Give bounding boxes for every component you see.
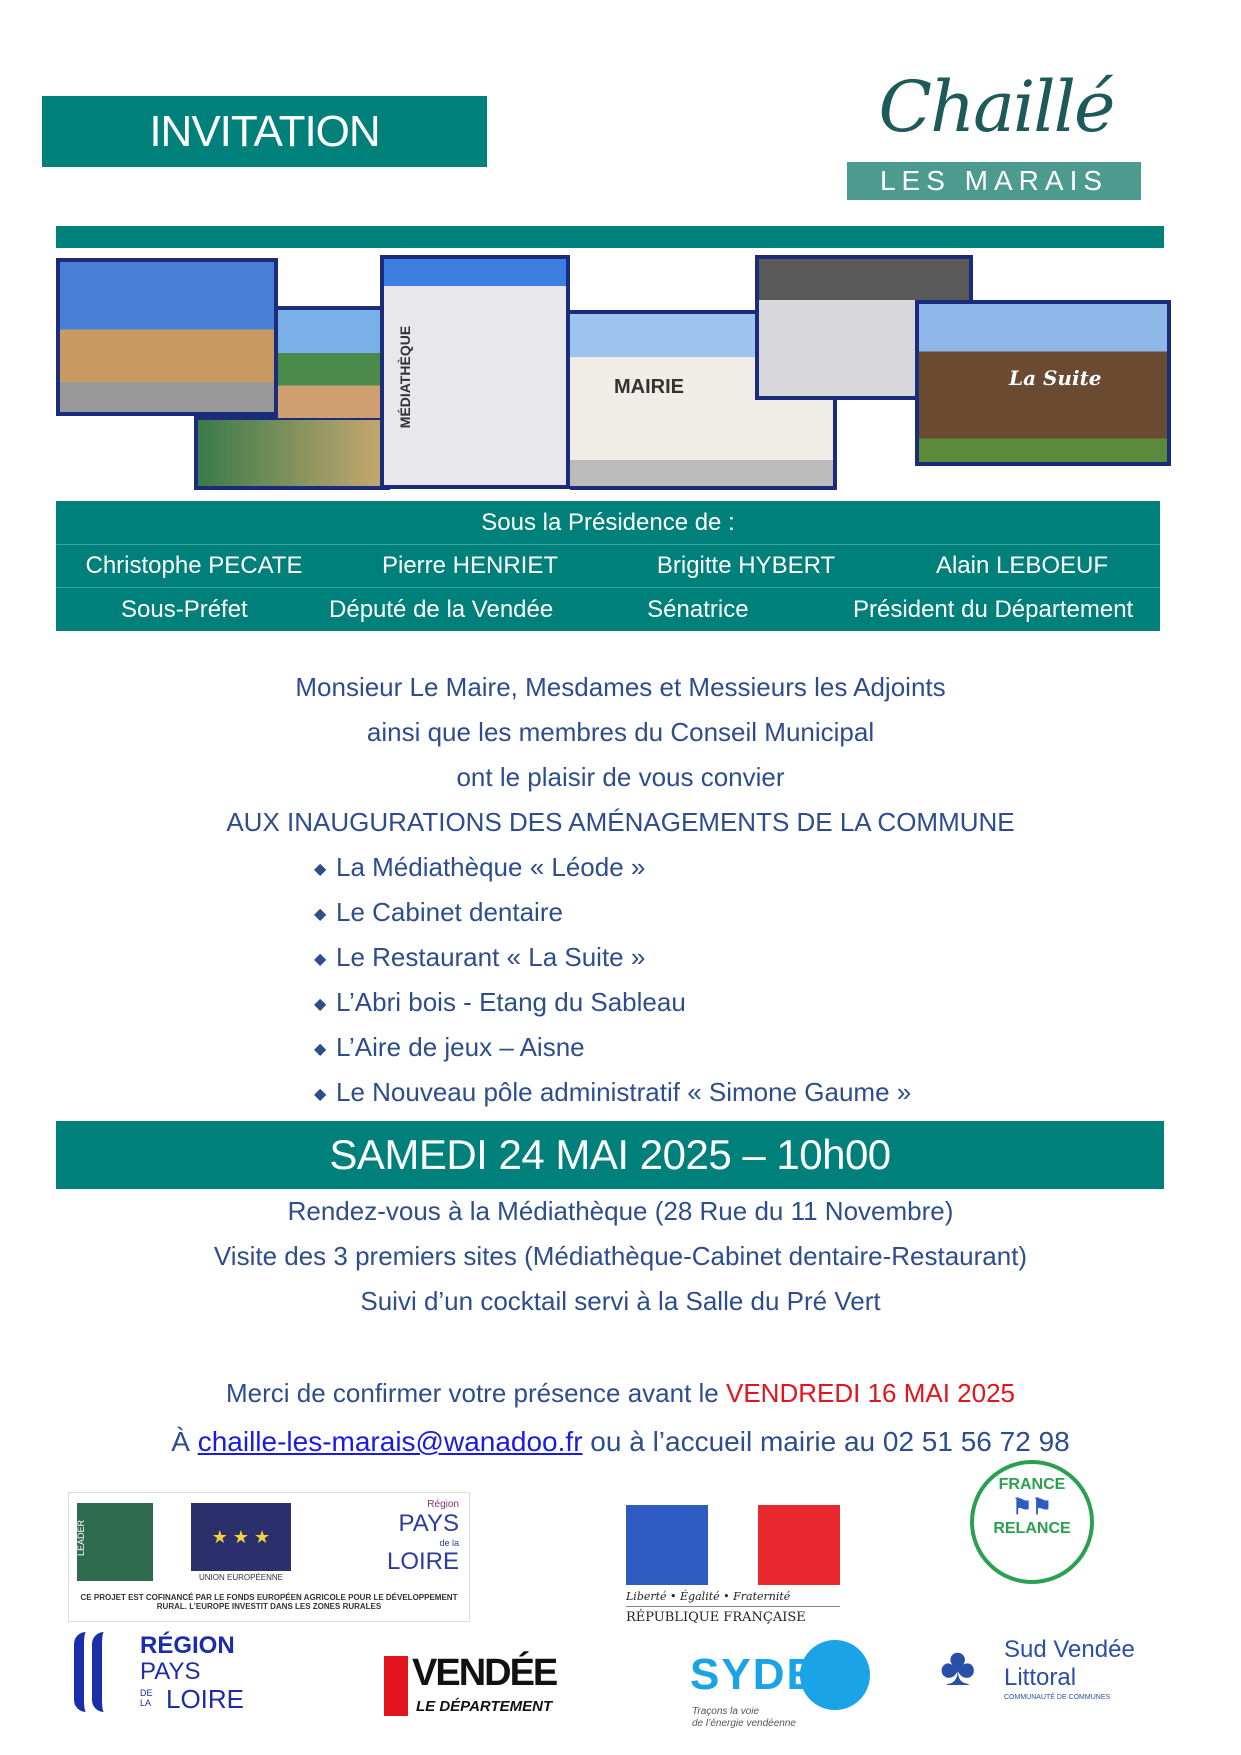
rsvp-prefix: Merci de confirmer votre présence avant le <box>225 1378 726 1408</box>
rsvp-line <box>0 1378 1241 1409</box>
detail-line: Visite des 3 premiers sites (Médiathèque-Cabinet dentaire-Restaurant) <box>213 1241 1028 1271</box>
event-date: SAMEDI 24 MAI 2025 – 10h00 <box>329 1131 891 1178</box>
republique-label: RÉPUBLIQUE FRANÇAISE <box>626 1610 806 1625</box>
president-role: Député de la Vendée <box>329 595 554 623</box>
region-pays-de-la-loire-logo <box>74 1632 254 1716</box>
marianne-flag <box>626 1505 840 1585</box>
sydev-text: SYDEV <box>690 1650 850 1699</box>
diamond-bullet-icon: ◆ <box>314 951 327 969</box>
sydev-tagline: de l’énergie vendéenne <box>692 1718 796 1729</box>
chaille-les-marais-logo <box>846 66 1146 206</box>
list-item-text: Le Cabinet dentaire <box>336 897 563 927</box>
contact-suffix: ou à l’accueil mairie au 02 51 56 72 98 <box>582 1426 1070 1457</box>
eu-label: UNION EUROPÉENNE <box>198 1573 283 1582</box>
france-relance-text: FRANCE <box>998 1476 1066 1493</box>
lasuite-sign: La Suite <box>1009 366 1102 390</box>
vendee-departement-logo <box>384 1652 574 1720</box>
detail-line: Suivi d’un cocktail servi à la Salle du Pré Vert <box>360 1286 881 1316</box>
list-item-text: L’Abri bois - Etang du Sableau <box>336 987 686 1017</box>
presidency-title-row <box>56 501 1160 545</box>
president-name: Pierre HENRIET <box>381 552 559 579</box>
svl-sub: COMMUNAUTÉ DE COMMUNES <box>1004 1694 1111 1701</box>
region-big-text: RÉGION <box>140 1632 235 1659</box>
president-role: Sous-Préfet <box>121 595 248 623</box>
svl-text: Littoral <box>1004 1664 1077 1691</box>
sydev-tagline: Traçons la voie <box>692 1706 760 1717</box>
mediatheque-sign: MÉDIATHÈQUE <box>397 325 414 429</box>
france-relance-logo <box>970 1460 1094 1584</box>
leader-logo <box>77 1503 153 1581</box>
list-item <box>314 942 645 973</box>
list-item-text: L’Aire de jeux – Aisne <box>336 1032 585 1062</box>
region-small-logo <box>329 1499 459 1579</box>
sud-vendee-littoral-logo <box>940 1636 1150 1716</box>
republique-francaise-logo <box>626 1505 840 1625</box>
intro-line: ainsi que les membres du Conseil Municipal <box>366 717 875 747</box>
intro-heading: AUX INAUGURATIONS DES AMÉNAGEMENTS DE LA COMMUNE <box>226 807 1015 837</box>
region-small-text: PAYS <box>398 1510 459 1537</box>
detail-line: Rendez-vous à la Médiathèque (28 Rue du 11 Novembre) <box>287 1196 954 1226</box>
photo-abri-bois <box>56 258 278 416</box>
list-item <box>314 1077 911 1108</box>
contact-line <box>0 1426 1241 1458</box>
president-name: Christophe PECATE <box>85 552 303 579</box>
diamond-bullet-icon: ◆ <box>314 1086 327 1104</box>
leader-text: LEADER <box>76 1519 87 1557</box>
logo-band: LES MARAIS <box>847 162 1141 200</box>
contact-prefix: À <box>171 1426 198 1457</box>
presidency-names-row <box>56 545 1160 588</box>
president-role: Président du Département <box>853 595 1134 623</box>
region-brackets-icon <box>92 1632 132 1712</box>
flags-icon: ⚑⚑ <box>1012 1494 1052 1519</box>
presidency-table <box>56 501 1160 631</box>
presidency-roles-row <box>56 588 1160 631</box>
email-link[interactable]: chaille-les-marais@wanadoo.fr <box>197 1426 583 1457</box>
list-item-text: La Médiathèque « Léode » <box>336 852 646 882</box>
intro-line: Monsieur Le Maire, Mesdames et Messieurs les Adjoints <box>295 672 946 702</box>
president-name: Alain LEBOEUF <box>935 552 1109 579</box>
vendee-heart-icon <box>384 1656 408 1716</box>
date-banner <box>56 1121 1164 1189</box>
list-item <box>314 852 645 883</box>
president-name: Brigitte HYBERT <box>656 552 836 579</box>
diamond-bullet-icon: ◆ <box>314 861 327 879</box>
list-item-text: Le Nouveau pôle administratif « Simone Gaume » <box>336 1077 912 1107</box>
feader-logo-block <box>68 1492 470 1622</box>
invitation-banner <box>42 96 487 167</box>
region-big-text: LOIRE <box>166 1684 245 1714</box>
clover-icon: ♣ <box>940 1637 976 1697</box>
list-item-text: Le Restaurant « La Suite » <box>336 942 646 972</box>
photo-la-suite <box>915 300 1171 466</box>
vendee-text: VENDÉE <box>412 1652 557 1694</box>
list-item <box>314 987 686 1018</box>
intro-line: ont le plaisir de vous convier <box>456 762 785 792</box>
photo-aire-de-jeux-top <box>278 306 390 418</box>
divider-bar <box>56 226 1164 248</box>
region-small-text: de la <box>439 1538 459 1548</box>
logo-script: Chaillé <box>878 66 1114 148</box>
region-big-text: PAYS <box>140 1658 201 1685</box>
diamond-bullet-icon: ◆ <box>314 906 327 924</box>
svl-text: Sud Vendée <box>1004 1636 1135 1663</box>
republique-motto: Liberté • Égalité • Fraternité <box>626 1590 840 1607</box>
vendee-sub: LE DÉPARTEMENT <box>416 1698 553 1715</box>
president-role: Sénatrice <box>647 595 749 623</box>
diamond-bullet-icon: ◆ <box>314 1041 327 1059</box>
feader-text: CE PROJET EST COFINANCÉ PAR LE FONDS EUROPÉEN AGRICOLE POUR LE DÉVELOPPEMENT RURAL. L’EUROPE INVESTIT DANS LES ZONES RURALES <box>80 1593 458 1611</box>
region-small-text: Région <box>427 1499 459 1510</box>
france-relance-text: RELANCE <box>993 1520 1071 1537</box>
rsvp-deadline: VENDREDI 16 MAI 2025 <box>725 1378 1015 1408</box>
mairie-sign: MAIRIE <box>614 376 684 398</box>
sydev-logo <box>690 1640 880 1730</box>
invitation-label: INVITATION <box>149 106 380 156</box>
list-item <box>314 1032 585 1063</box>
region-big-text: DE LA <box>140 1688 153 1708</box>
list-item <box>314 897 563 928</box>
eu-flag-logo: ★ ★ ★ <box>191 1503 291 1571</box>
photo-mediatheque <box>380 255 570 489</box>
photo-aire-de-jeux <box>194 416 390 490</box>
region-small-text: LOIRE <box>386 1548 459 1575</box>
presidency-title: Sous la Présidence de : <box>481 508 735 536</box>
diamond-bullet-icon: ◆ <box>314 996 327 1014</box>
